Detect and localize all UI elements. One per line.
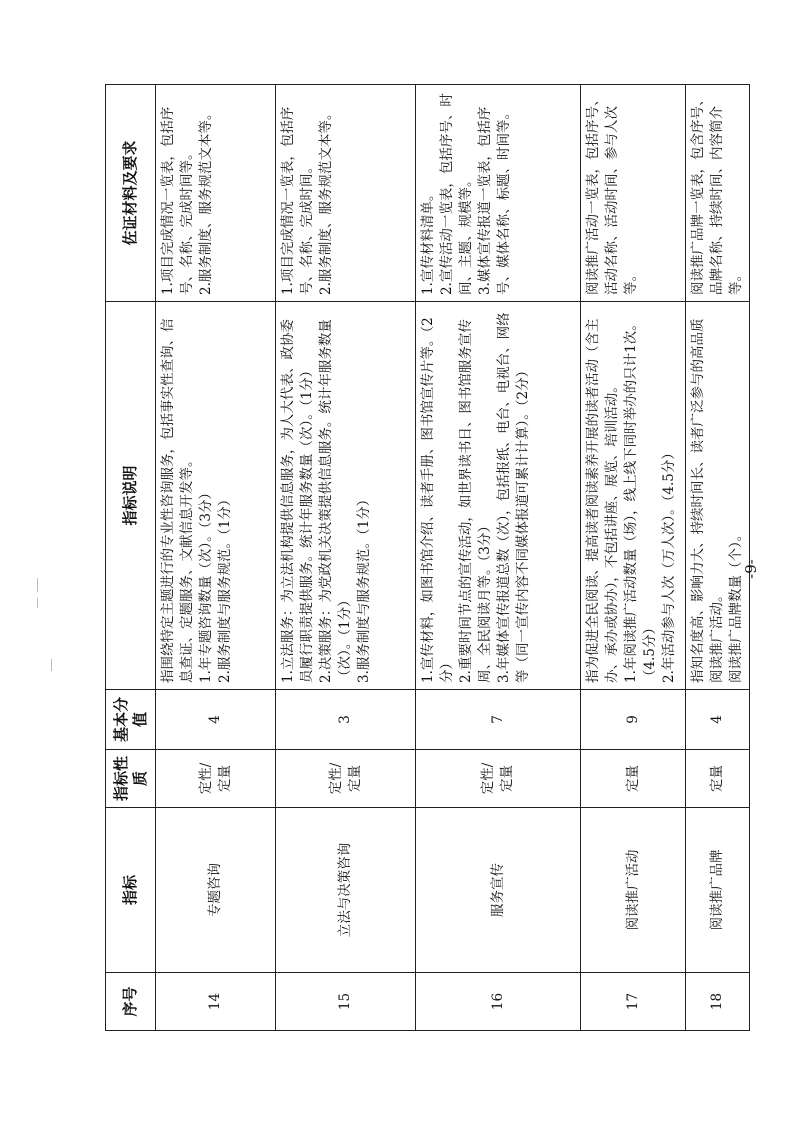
binding-mark	[37, 578, 38, 592]
cell-description	[686, 302, 750, 690]
cell-score: 4	[156, 690, 276, 750]
cell-score: 7	[416, 690, 581, 750]
cell-evidence	[416, 85, 581, 302]
cell-description	[581, 302, 686, 690]
cell-nature: 定量	[581, 750, 686, 808]
cell-indicator: 阅读推广品牌	[686, 808, 750, 973]
description-line: 2.年活动参与人次（万人次）。（4.5分）	[661, 446, 677, 683]
cell-nature: 定性/定量	[276, 750, 416, 808]
cell-seq: 16	[416, 973, 581, 1031]
cell-nature: 定性/定量	[156, 750, 276, 808]
cell-indicator: 阅读推广活动	[581, 808, 686, 973]
description-line: 阅读推广品牌数量（个）。	[728, 527, 744, 683]
page-number: -9-	[742, 559, 760, 579]
description-line: 2.决策服务：为党政机关决策提供信息服务。统计年服务数量（次）。（1分）	[318, 319, 353, 683]
rotated-page	[105, 85, 744, 1031]
cell-seq: 18	[686, 973, 750, 1031]
header-score: 基本分值	[106, 690, 156, 750]
description-line: 3.服务制度与服务规范。（1分）	[356, 492, 372, 683]
cell-evidence	[686, 85, 750, 302]
cell-indicator: 立法与决策咨询	[276, 808, 416, 973]
description-line: 指围绕特定主题进行的专业性咨询服务，包括事实性查询、信息查证、定题服务、文献信息开发等。	[160, 318, 195, 683]
description-line: 指为促进全民阅读、提高读者阅读素养开展的读者活动（含主办、承办或协办），不包括讲座、展览、培训活动。	[585, 318, 620, 683]
indicator-table	[105, 84, 750, 1031]
cell-evidence	[581, 85, 686, 302]
cell-score: 4	[686, 690, 750, 750]
evidence-line: 2.服务制度、服务规范文本等。	[198, 106, 214, 295]
evidence-line: 1.宣传材料清单。	[420, 187, 436, 295]
cell-description	[416, 302, 581, 690]
binding-mark	[51, 659, 52, 671]
header-description: 指标说明	[106, 302, 156, 690]
cell-seq: 15	[276, 973, 416, 1031]
binding-mark	[37, 598, 38, 608]
cell-seq: 17	[581, 973, 686, 1031]
description-line: 1.立法服务：为立法机构提供信息服务，为人大代表、政协委员履行职责提供服务。统计年服务数量（次）。（1分）	[280, 319, 315, 683]
cell-description	[156, 302, 276, 690]
description-line: 3.年媒体宣传报道总数（次），包括报纸、电台、电视台、网络等（同一宣传内容不同媒体报道可累计计算）。（2分）	[496, 312, 531, 683]
cell-score: 9	[581, 690, 686, 750]
cell-nature: 定性/定量	[416, 750, 581, 808]
description-line: 1.年阅读推广活动数量（场），线上线下同时举办的只计1次。（4.5分）	[623, 317, 658, 683]
cell-evidence	[156, 85, 276, 302]
description-line: 指知名度高、影响力大、持续时间长、读者广泛参与的高品质阅读推广活动。	[690, 318, 725, 683]
rotated-table-container	[105, 85, 744, 1031]
evidence-line: 1.项目完成情况一览表，包括序号、名称、完成时间等。	[160, 106, 195, 295]
evidence-line: 阅读推广品牌一览表，包含序号、品牌名称、持续时间、内容简介等。	[690, 92, 744, 295]
cell-indicator: 专题咨询	[156, 808, 276, 973]
evidence-line: 1.项目完成情况一览表，包括序号、名称、完成时间。	[280, 106, 315, 295]
evidence-line: 2.宣传活动一览表，包括序号、时间、主题、规模等。	[439, 93, 474, 295]
description-line: 1.宣传材料，如图书馆介绍、读者手册、图书馆宣传片等。（2分）	[420, 317, 455, 683]
cell-indicator: 服务宣传	[416, 808, 581, 973]
header-evidence: 佐证材料及要求	[106, 85, 156, 302]
description-line: 2.服务制度与服务规范。（1分）	[217, 492, 233, 683]
cell-seq: 14	[156, 973, 276, 1031]
description-line: 2.重要时间节点的宣传活动，如世界读书日、图书馆服务宣传周、全民阅读月等。（3分）	[458, 319, 493, 683]
cell-score: 3	[276, 690, 416, 750]
table-row	[686, 85, 750, 1031]
header-row	[106, 85, 156, 1031]
evidence-line: 阅读推广活动一览表，包括序号、活动名称、活动时间、参与人次等。	[585, 92, 639, 295]
evidence-line: 2.服务制度、服务规范文本等。	[318, 106, 334, 295]
table-row	[581, 85, 686, 1031]
cell-description	[276, 302, 416, 690]
table-row	[276, 85, 416, 1031]
header-nature: 指标性质	[106, 750, 156, 808]
cell-evidence	[276, 85, 416, 302]
table-row	[156, 85, 276, 1031]
evidence-line: 3.媒体宣传报道一览表，包括序号、媒体名称、标题、时间等。	[477, 106, 512, 295]
cell-nature: 定量	[686, 750, 750, 808]
description-line: 1.年专题咨询数量（次）。（3分）	[198, 486, 214, 683]
table-row	[416, 85, 581, 1031]
header-seq: 序号	[106, 973, 156, 1031]
header-indicator: 指标	[106, 808, 156, 973]
